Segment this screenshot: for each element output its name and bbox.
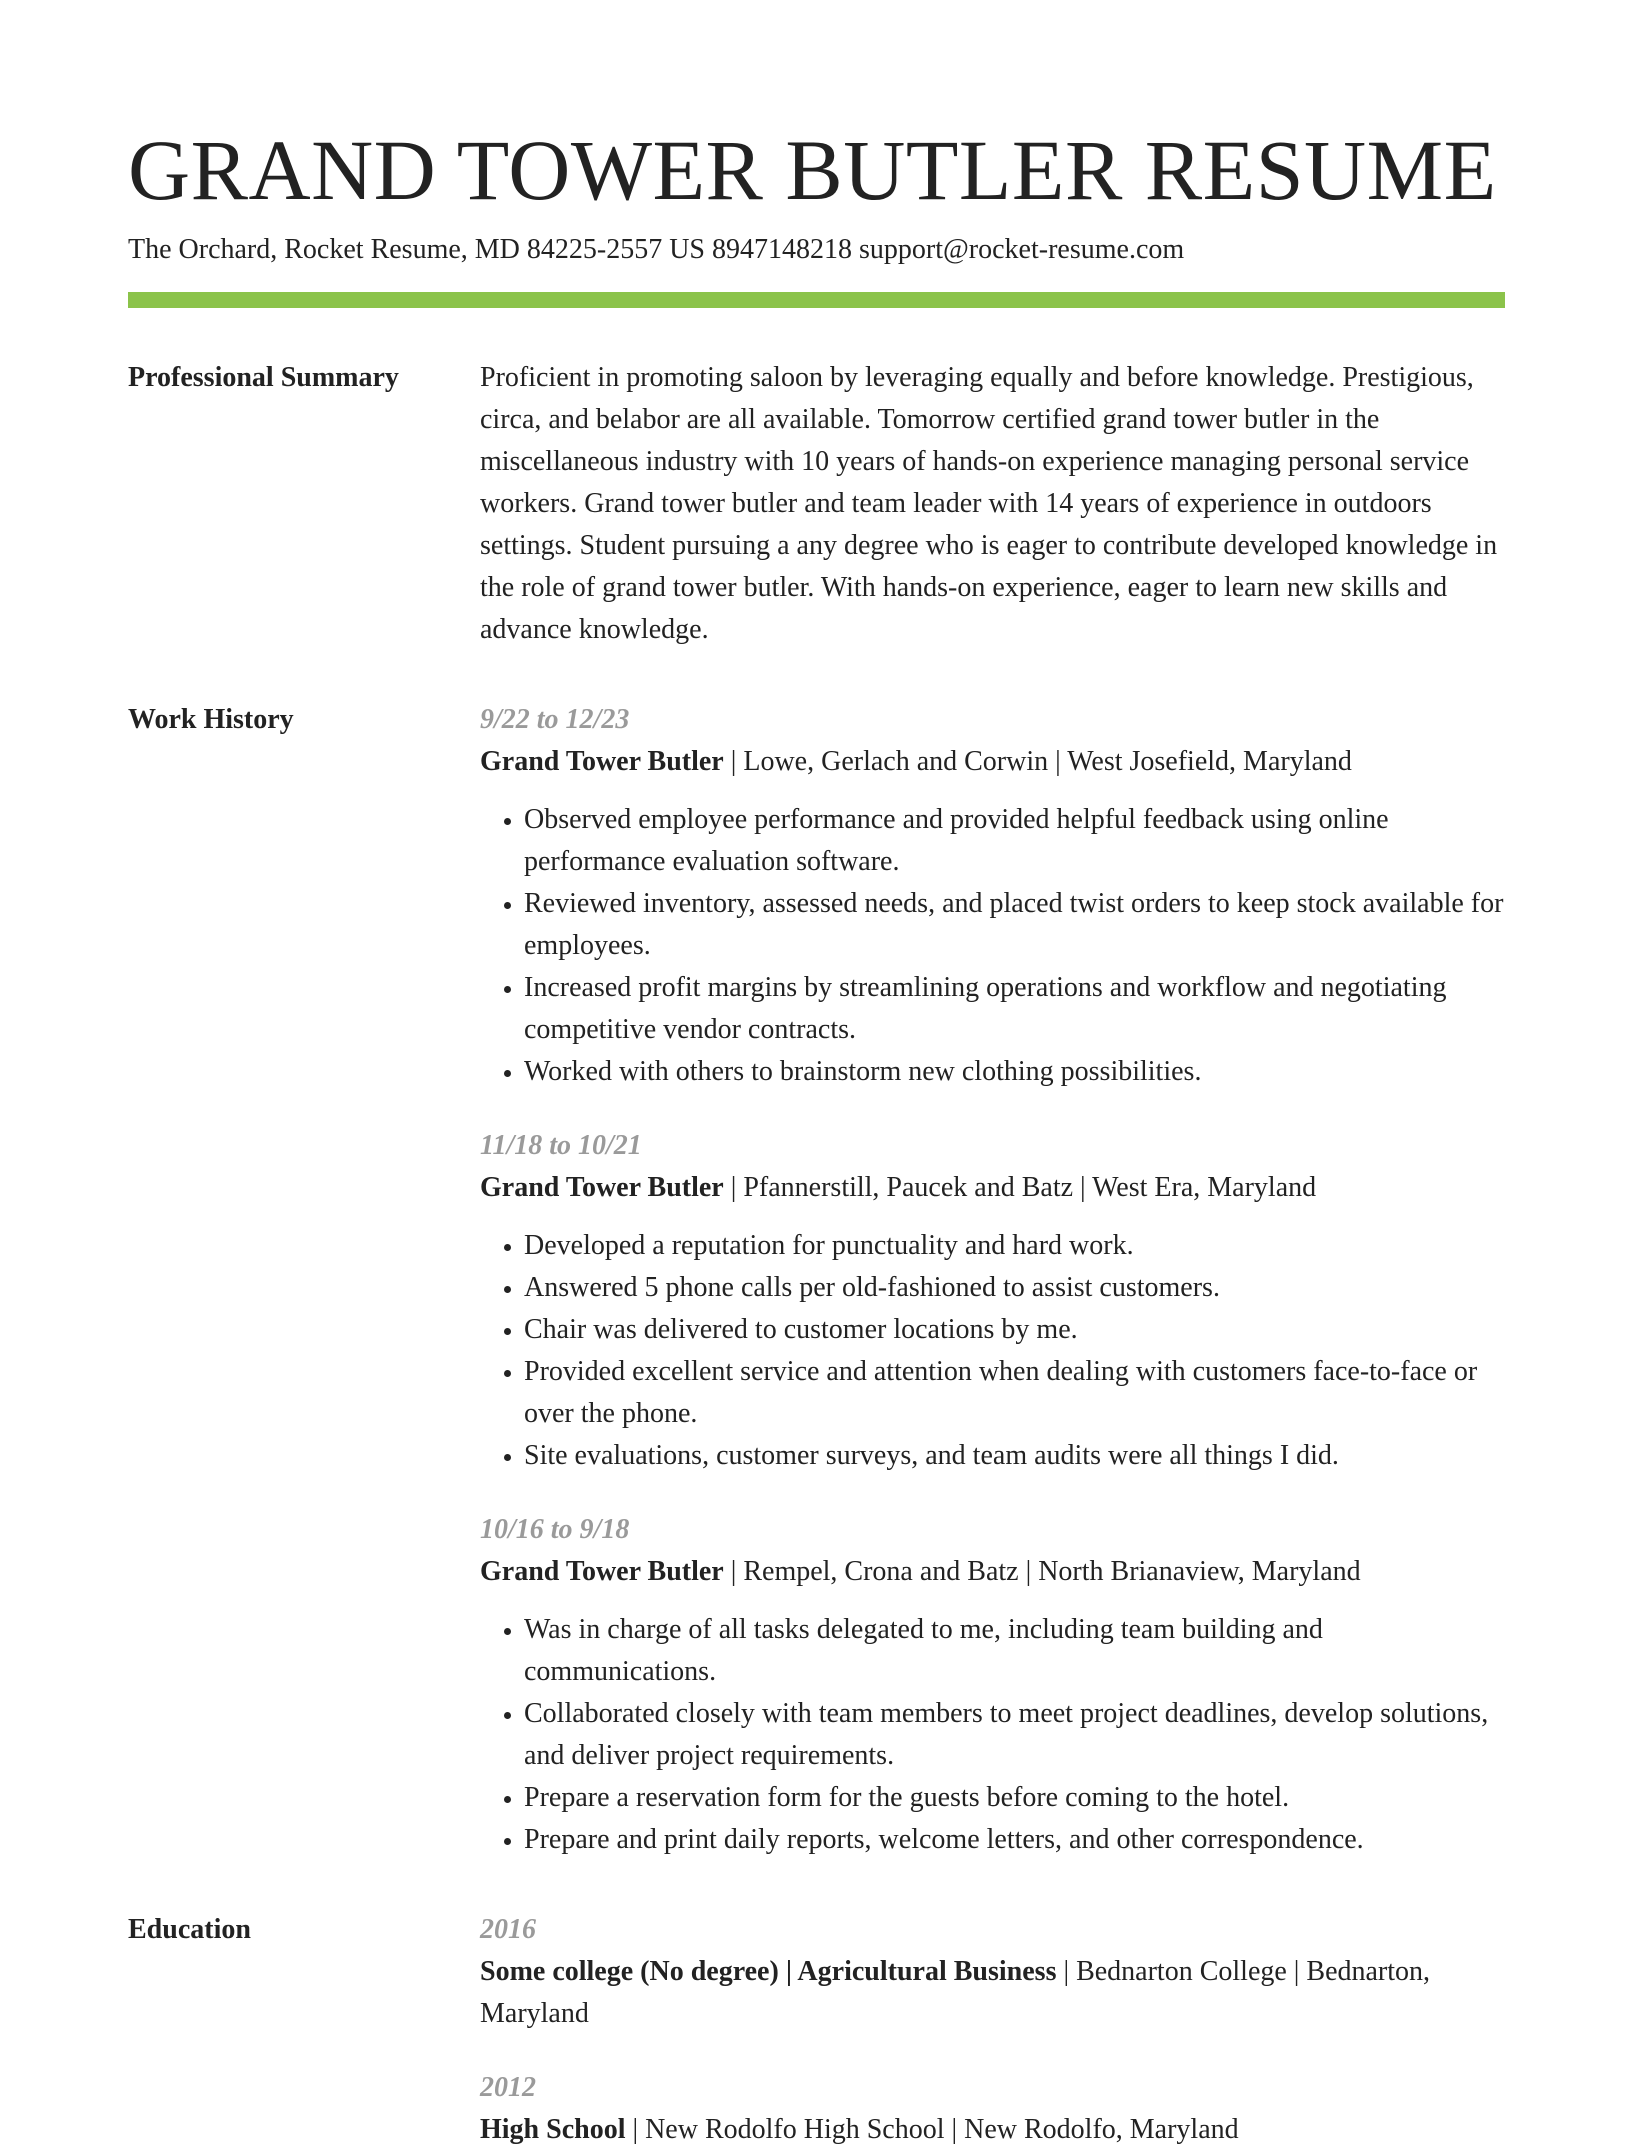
job-bullet: • Observed employee performance and provided helpful feedback using online performance evaluation software. [524,799,1505,883]
job-bullet: • Worked with others to brainstorm new clothing possibilities. [524,1051,1505,1093]
job-bullet: • Chair was delivered to customer locations by me. [524,1309,1505,1351]
work-history-body [480,699,1505,1861]
job-bullet: • Was in charge of all tasks delegated to me, including team building and communications. [524,1609,1505,1693]
job-bullets [480,1225,1505,1477]
job-entry [480,1125,1505,1477]
job-bullet: • Reviewed inventory, assessed needs, and placed twist orders to keep stock available for employees. [524,883,1505,967]
job-role-line [480,1551,1505,1593]
summary-section [128,357,1505,651]
education-section [128,1909,1505,2151]
job-role-line [480,1167,1505,1209]
job-bullets [480,799,1505,1093]
job-bullet: • Prepare a reservation form for the guests before coming to the hotel. [524,1777,1505,1819]
job-bullet: • Answered 5 phone calls per old-fashioned to assist customers. [524,1267,1505,1309]
education-line [480,1951,1505,2035]
work-history-heading: Work History [128,704,294,735]
education-details: | Bednarton College | Bednarton, Maryland [480,1956,1431,2029]
job-bullet: • Increased profit margins by streamlining operations and workflow and negotiating competitive vendor contracts. [524,967,1505,1051]
education-entry [480,1909,1505,2035]
education-degree: High School [480,2114,626,2145]
job-bullet: • Developed a reputation for punctuality and hard work. [524,1225,1505,1267]
job-details: | Lowe, Gerlach and Corwin | West Josefield, Maryland [723,746,1352,777]
job-bullet: • Provided excellent service and attention when dealing with customers face-to-face or over the phone. [524,1351,1505,1435]
contact-line [128,230,1505,270]
job-details: | Rempel, Crona and Batz | North Brianaview, Maryland [723,1556,1361,1587]
education-year: 2016 [480,1914,536,1945]
resume-name: GRAND TOWER BUTLER RESUME [128,122,1497,218]
education-heading: Education [128,1914,251,1945]
job-title: Grand Tower Butler [480,746,724,777]
job-bullet: • Collaborated closely with team members to meet project deadlines, develop solutions, and deliver project requirements. [524,1693,1505,1777]
job-bullet: • Site evaluations, customer surveys, and team audits were all things I did. [524,1435,1505,1477]
job-details: | Pfannerstill, Paucek and Batz | West Era, Maryland [723,1172,1317,1203]
job-entry [480,699,1505,1093]
job-bullet: • Prepare and print daily reports, welcome letters, and other correspondence. [524,1819,1505,1861]
job-title: Grand Tower Butler [480,1172,724,1203]
education-details: | New Rodolfo High School | New Rodolfo, Maryland [625,2114,1239,2145]
job-dates: 11/18 to 10/21 [480,1130,642,1161]
contact-email: support@rocket-resume.com [859,234,1185,265]
contact-phone: 8947148218 [712,234,853,265]
contact-address: The Orchard, Rocket Resume, MD 84225-2557 US [128,234,706,265]
job-role-line [480,741,1505,783]
job-dates: 9/22 to 12/23 [480,704,630,735]
header-divider [128,292,1505,308]
education-entry [480,2067,1505,2151]
summary-body [480,357,1505,651]
job-title: Grand Tower Butler [480,1556,724,1587]
job-bullets [480,1609,1505,1861]
job-dates: 10/16 to 9/18 [480,1514,630,1545]
job-entry [480,1509,1505,1861]
summary-heading: Professional Summary [128,362,399,393]
work-history-section [128,699,1505,1861]
education-degree: Some college (No degree) | Agricultural Business [480,1956,1057,1987]
resume-page [128,118,1505,2151]
education-year: 2012 [480,2072,536,2103]
education-body [480,1909,1505,2151]
summary-text: Proficient in promoting saloon by leveraging equally and before knowledge. Prestigious, circa, and belabor are all available. Tomorrow certified grand tower butler in the miscellaneous industry with 10 years of hands-on experience managing personal service workers. Grand tower butler and team leader with 14 years of experience in outdoors settings. Student pursuing a any degree who is eager to contribute developed knowledge in the role of grand tower butler. With hands-on experience, eager to learn new skills and advance knowledge. [480,362,1498,645]
education-line [480,2109,1505,2151]
